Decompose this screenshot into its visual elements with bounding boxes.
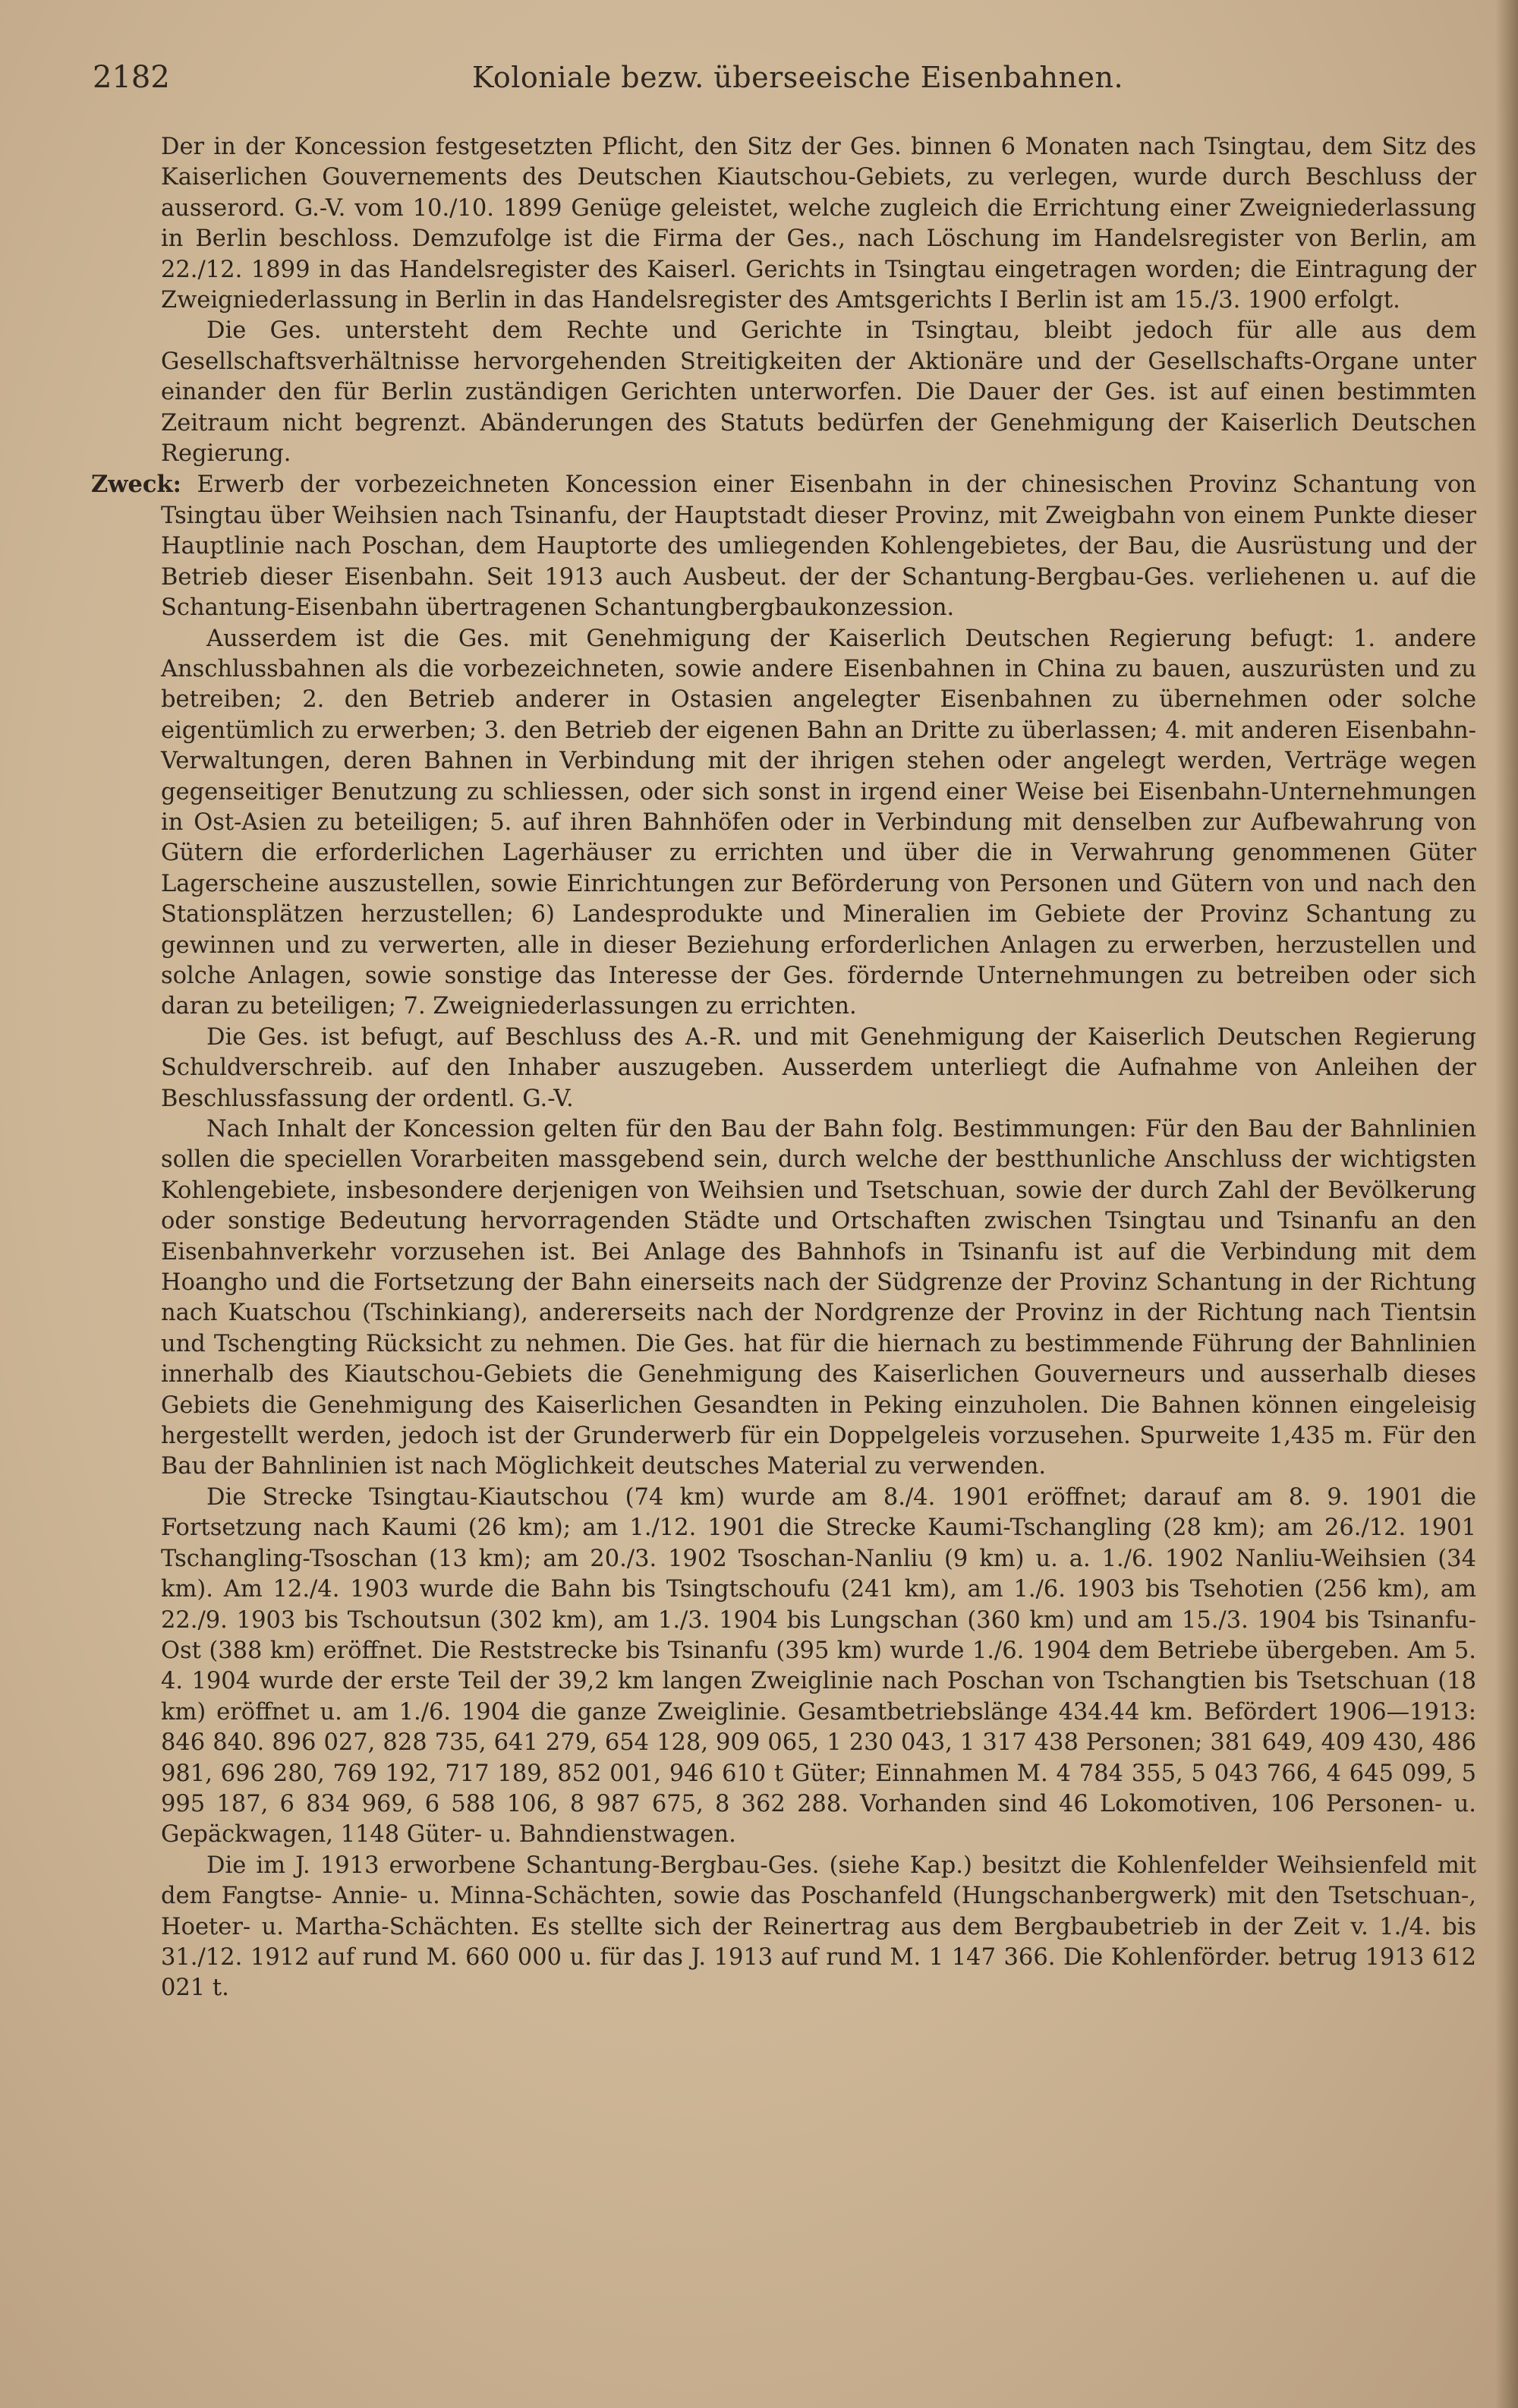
paragraph-construction-rules: Nach Inhalt der Koncession gelten für den Bau der Bahn folg. Bestimmungen: Für den Bau der Bahnlinien sollen die speciellen Vorarbeiten massgebend sein, durch welche der bestthunliche Anschluss der wichtigsten Kohlengebiete, insbesondere derjenigen von Weihsien und Tsetschuan, sowie der durch Zahl der Bevölkerung oder sonstige Bedeutung hervorragenden Städte und Ortschaften zwischen Tsingtau und Tsinanfu an den Eisenbahnverkehr vorzusehen ist. Bei Anlage des Bahnhofs in Tsinanfu ist auf die Verbindung mit dem Hoangho und die Fortsetzung der Bahn einerseits nach der Südgrenze der Provinz Schantung in der Richtung nach Kuatschou (Tschinkiang), andererseits nach der Nordgrenze der Provinz in der Richtung nach Tientsin und Tschengting Rücksicht zu nehmen. Die Ges. hat für die hiernach zu bestimmende Führung der Bahnlinien innerhalb des Kiautschou-Gebiets die Genehmigung des Kaiserlichen Gouverneurs und ausserhalb dieses Gebiets die Genehmigung des Kaiserlichen Gesandten in Peking einzuholen. Die Bahnen können eingeleisig hergestellt werden, jedoch ist der Grunderwerb für ein Doppelgeleis vorzusehen. Spurweite 1,435 m. Für den Bau der Bahnlinien ist nach Möglichkeit deutsches Material zu verwenden. xyxy=(161,1116,1476,1480)
purpose-label: Zweck: xyxy=(91,471,181,499)
paragraph-purpose xyxy=(91,469,1476,623)
paragraph-seat-relocation: Der in der Koncession festgesetzten Pflicht, den Sitz der Ges. binnen 6 Monaten nach Tsingtau, dem Sitz des Kaiserlichen Gouvernements des Deutschen Kiautschou-Gebiets, zu verlegen, wurde durch Beschluss der ausserord. G.-V. vom 10./10. 1899 Genüge geleistet, welche zugleich die Errichtung einer Zweigniederlassung in Berlin beschloss. Demzufolge ist die Firma der Ges., nach Löschung im Handelsregister von Berlin, am 22./12. 1899 in das Handelsregister des Kaiserl. Gerichts in Tsingtau eingetragen worden; die Eintragung der Zweigniederlassung in Berlin in das Handelsregister des Amtsgerichts I Berlin ist am 15./3. 1900 erfolgt. xyxy=(161,134,1476,314)
page-number: 2182 xyxy=(93,60,170,95)
page-body xyxy=(91,132,1476,2004)
paragraph-mining: Die im J. 1913 erworbene Schantung-Bergbau-Ges. (siehe Kap.) besitzt die Kohlenfelder Weihsienfeld mit dem Fangtse- Annie- u. Minna-Schächten, sowie das Poschanfeld (Hungschanbergwerk) mit den Tsetschuan-, Hoeter- u. Martha-Schächten. Es stellte sich der Reinertrag aus dem Bergbaubetrieb in der Zeit v. 1./4. bis 31./12. 1912 auf rund M. 660 000 u. für das J. 1913 auf rund M. 1 147 366. Die Kohlenförder. betrug 1913 612 021 t. xyxy=(161,1852,1476,2002)
paragraph-jurisdiction: Die Ges. untersteht dem Rechte und Gerichte in Tsingtau, bleibt jedoch für alle aus dem Gesellschaftsverhältnisse hervorgehenden Streitigkeiten der Aktionäre und der Gesellschafts-Organe unter einander den für Berlin zuständigen Gerichten unterworfen. Die Dauer der Ges. ist auf einen bestimmten Zeitraum nicht begrenzt. Abänderungen des Statuts bedürfen der Genehmigung der Kaiserlich Deutschen Regierung. xyxy=(161,317,1476,468)
paragraph-bonds: Die Ges. ist befugt, auf Beschluss des A.-R. und mit Genehmigung der Kaiserlich Deutschen Regierung Schuldverschreib. auf den Inhaber auszugeben. Ausserdem unterliegt die Aufnahme von Anleihen der Beschlussfassung der ordentl. G.-V. xyxy=(161,1023,1476,1112)
page-header xyxy=(93,55,1482,100)
purpose-text: Erwerb der vorbezeichneten Koncession einer Eisenbahn in der chinesischen Provinz Schantung von Tsingtau über Weihsien nach Tsinanfu, der Hauptstadt dieser Provinz, mit Zweigbahn von einem Punkte dieser Hauptlinie nach Poschan, dem Hauptorte des umliegenden Kohlengebietes, der Bau, die Ausrüstung und der Betrieb dieser Eisenbahn. Seit 1913 auch Ausbeut. der der Schantung-Bergbau-Ges. verliehenen u. auf die Schantung-Eisenbahn übertragenen Schantungbergbaukonzession. xyxy=(161,471,1476,622)
page-edge-shadow xyxy=(1495,0,1518,2408)
running-title: Koloniale bezw. überseeische Eisenbahnen. xyxy=(472,61,1124,94)
paragraph-line-openings: Die Strecke Tsingtau-Kiautschou (74 km) wurde am 8./4. 1901 eröffnet; darauf am 8. 9. 1901 die Fortsetzung nach Kaumi (26 km); am 1./12. 1901 die Strecke Kaumi-Tschangling (28 km); am 26./12. 1901 Tschangling-Tsoschan (13 km); am 20./3. 1902 Tsoschan-Nanliu (9 km) u. a. 1./6. 1902 Nanliu-Weihsien (34 km). Am 12./4. 1903 wurde die Bahn bis Tsingtschoufu (241 km), am 1./6. 1903 bis Tsehotien (256 km), am 22./9. 1903 bis Tschoutsun (302 km), am 1./3. 1904 bis Lungschan (360 km) und am 15./3. 1904 bis Tsinanfu-Ost (388 km) eröffnet. Die Reststrecke bis Tsinanfu (395 km) wurde 1./6. 1904 dem Betriebe übergeben. Am 5. 4. 1904 wurde der erste Teil der 39,2 km langen Zweiglinie nach Poschan von Tschangtien bis Tsetschuan (18 km) eröffnet u. am 1./6. 1904 die ganze Zweiglinie. Gesamtbetriebslänge 434.44 km. Befördert 1906—1913: 846 840. 896 027, 828 735, 641 279, 654 128, 909 065, 1 230 043, 1 317 438 Personen; 381 649, 409 430, 486 981, 696 280, 769 192, 717 189, 852 001, 946 610 t Güter; Einnahmen M. 4 784 355, 5 043 766, 4 645 099, 5 995 187, 6 834 969, 6 588 106, 8 987 675, 8 362 288. Vorhanden sind 46 Lokomotiven, 106 Personen- u. Gepäckwagen, 1148 Güter- u. Bahndienstwagen. xyxy=(161,1483,1476,1849)
paragraph-authorizations: Ausserdem ist die Ges. mit Genehmigung der Kaiserlich Deutschen Regierung befugt: 1. andere Anschlussbahnen als die vorbezeichneten, sowie andere Eisenbahnen in China zu bauen, auszurüsten und zu betreiben; 2. den Betrieb anderer in Ostasien angelegter Eisenbahnen zu übernehmen oder solche eigentümlich zu erwerben; 3. den Betrieb der eigenen Bahn an Dritte zu überlassen; 4. mit anderen Eisenbahn-Verwaltungen, deren Bahnen in Verbindung mit der ihrigen stehen oder angelegt werden, Verträge wegen gegenseitiger Benutzung zu schliessen, oder sich sonst in irgend einer Weise bei Eisenbahn-Unternehmungen in Ost-Asien zu beteiligen; 5. auf ihren Bahnhöfen oder in Verbindung mit denselben zur Aufbewahrung von Gütern die erforderlichen Lagerhäuser zu errichten und über die in Verwahrung genommenen Güter Lagerscheine auszustellen, sowie Einrichtungen zur Beförderung von Personen und Gütern von und nach den Stationsplätzen herzustellen; 6) Landesprodukte und Mineralien im Gebiete der Provinz Schantung zu gewinnen und zu verwerten, alle in dieser Beziehung erforderlichen Anlagen zu erwerben, herzustellen und solche Anlagen, sowie sonstige das Interesse der Ges. fördernde Unternehmungen zu betreiben oder sich daran zu beteiligen; 7. Zweigniederlassungen zu errichten. xyxy=(161,625,1476,1020)
